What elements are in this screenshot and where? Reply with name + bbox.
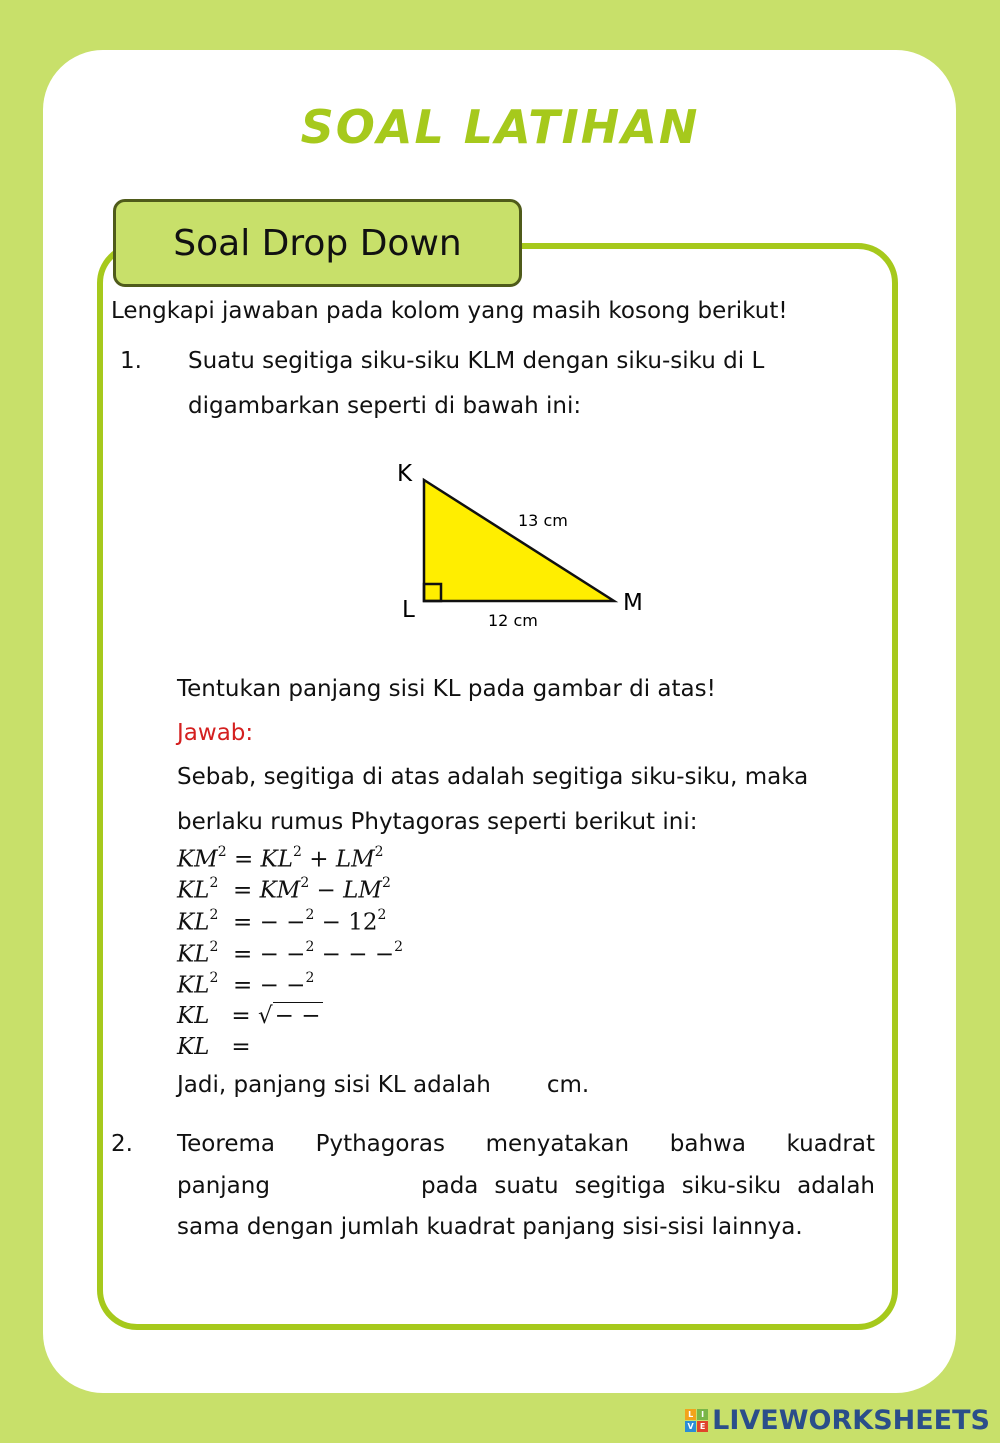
math-line-2: $KL^2 = KM^2 - LM^2$ bbox=[177, 875, 391, 904]
question1-line2: digambarkan seperti di bawah ini: bbox=[188, 393, 582, 419]
question2-line3: sama dengan jumlah kuadrat panjang sisi-sisi lainnya. bbox=[177, 1214, 803, 1240]
math-line-1: $KM^2 = KL^2 + LM^2$ bbox=[177, 844, 384, 873]
hypotenuse-label: 13 cm bbox=[518, 511, 568, 530]
question2-dropdown-blank[interactable] bbox=[280, 1170, 410, 1202]
math-line-4: $KL^2$ = − −$^2$ − − −$^2$ bbox=[177, 939, 404, 968]
base-label: 12 cm bbox=[488, 611, 538, 630]
math-line-7: KL = bbox=[177, 1034, 251, 1060]
question2-number: 2. bbox=[111, 1131, 133, 1157]
question1-number: 1. bbox=[120, 348, 142, 374]
answer-line2: berlaku rumus Phytagoras seperti berikut ini: bbox=[177, 809, 698, 835]
question2-line2-start: panjang bbox=[177, 1173, 270, 1199]
instruction-text: Lengkapi jawaban pada kolom yang masih kosong berikut! bbox=[111, 298, 788, 324]
answer-label: Jawab: bbox=[177, 720, 254, 746]
liveworksheets-logo-icon: L I V E bbox=[685, 1409, 708, 1432]
conclusion-text: Jadi, panjang sisi KL adalah cm. bbox=[177, 1072, 590, 1098]
vertex-l-label: L bbox=[402, 597, 415, 623]
math-line-6: KL = √− − bbox=[177, 1003, 321, 1029]
page-title: SOAL LATIHAN bbox=[300, 100, 700, 154]
triangle-figure bbox=[380, 450, 680, 640]
triangle-klm bbox=[424, 480, 614, 601]
question1-line1: Suatu segitiga siku-siku KLM dengan siku-siku di L bbox=[188, 348, 765, 374]
liveworksheets-logo-text: LIVEWORKSHEETS bbox=[712, 1405, 990, 1436]
vertex-k-label: K bbox=[397, 461, 413, 487]
question2-line2-end: pada suatu segitiga siku-siku adalah bbox=[421, 1173, 875, 1199]
math-line-5: $KL^2$ = − −$^2$ bbox=[177, 970, 315, 999]
answer-line1: Sebab, segitiga di atas adalah segitiga siku-siku, maka bbox=[177, 764, 809, 790]
math-line-3: $KL^2$ = − $-^2 - 12^2$ bbox=[177, 907, 387, 936]
question2-line1: Teorema Pythagoras menyatakan bahwa kuadrat bbox=[177, 1131, 875, 1157]
vertex-m-label: M bbox=[623, 590, 643, 616]
section-tab: Soal Drop Down bbox=[113, 199, 522, 287]
liveworksheets-logo bbox=[685, 1405, 990, 1436]
question1-prompt: Tentukan panjang sisi KL pada gambar di atas! bbox=[177, 676, 716, 702]
